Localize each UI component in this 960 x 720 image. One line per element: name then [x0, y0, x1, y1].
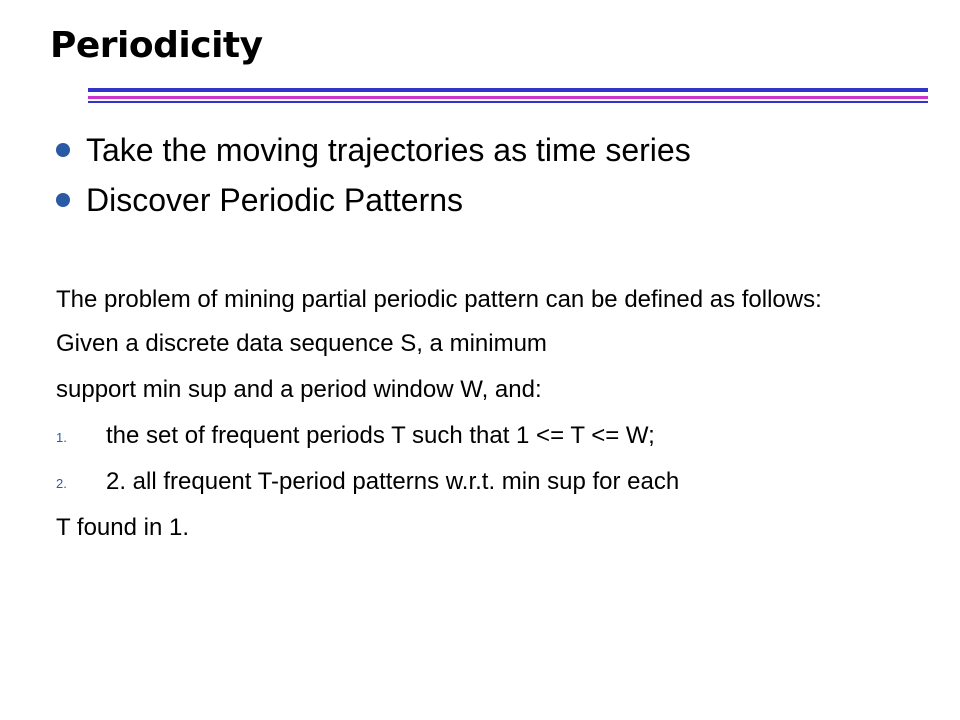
- numbered-item: [56, 420, 956, 452]
- bullet-text: Discover Periodic Patterns: [86, 182, 464, 218]
- body-text: [56, 284, 956, 558]
- numbered-item: [56, 466, 956, 498]
- given-line: Given a discrete data sequence S, a minimum: [56, 330, 547, 357]
- bullet-dot-icon: [56, 193, 70, 207]
- support-line: support min sup and a period window W, and:: [56, 376, 542, 403]
- definition-paragraph: The problem of mining partial periodic pattern can be defined as follows:: [56, 286, 822, 313]
- title-rule-top: [88, 88, 928, 92]
- numbered-item-text: 2. all frequent T-period patterns w.r.t. min sup for each: [106, 468, 680, 495]
- closing-line: T found in 1.: [56, 514, 189, 541]
- bullet-dot-icon: [56, 143, 70, 157]
- title-rule-middle: [88, 96, 928, 99]
- slide-title: Periodicity: [50, 25, 263, 66]
- bullet-item: [56, 178, 936, 228]
- bullet-item: [56, 128, 936, 178]
- numbered-item-text: the set of frequent periods T such that 1 <= T <= W;: [106, 422, 655, 449]
- title-rule-bottom: [88, 101, 928, 103]
- bullet-list: [56, 128, 936, 228]
- bullet-text: Take the moving trajectories as time series: [86, 132, 691, 168]
- numbered-item-marker: 2.: [56, 476, 67, 491]
- numbered-item-marker: 1.: [56, 430, 67, 445]
